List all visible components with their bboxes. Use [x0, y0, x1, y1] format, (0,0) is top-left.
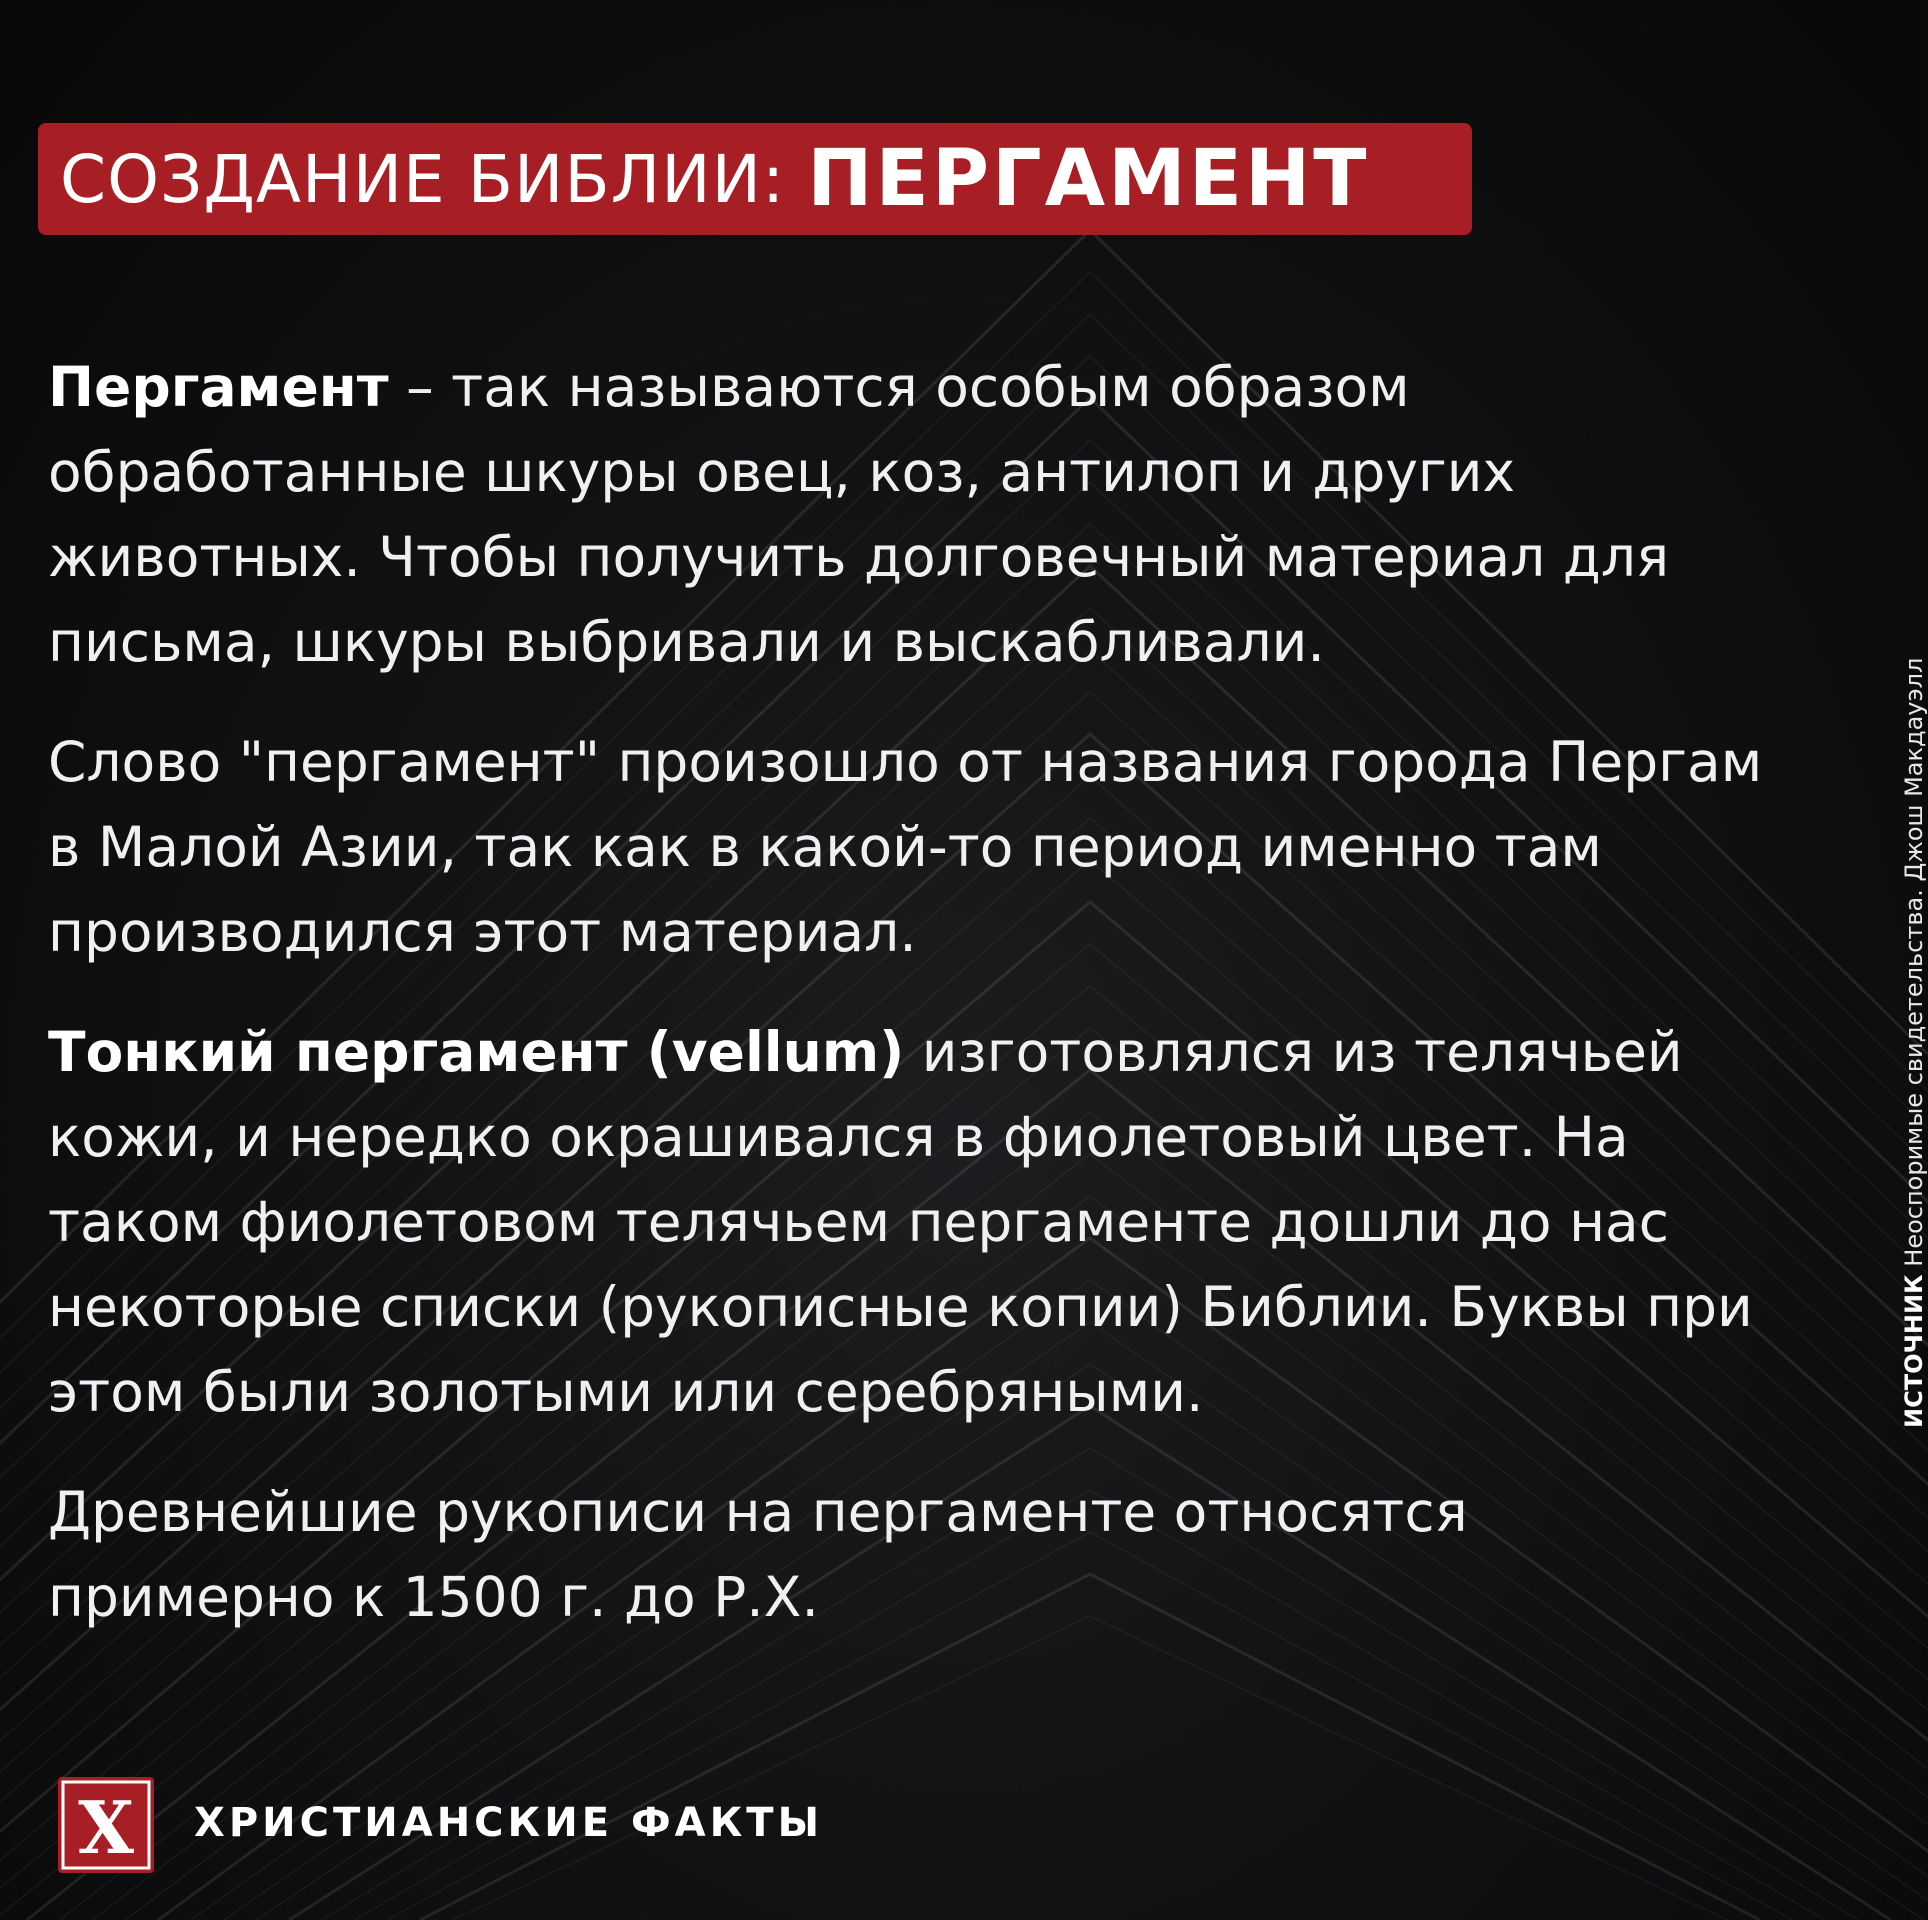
paragraph-text: – так называются особым образом обработанные шкуры овец, коз, антилоп и других животных. Чтобы получить долговечный материал для письма, шкуры выбривали и выскабливали. [48, 355, 1670, 674]
title-prefix: СОЗДАНИЕ БИБЛИИ: [60, 140, 786, 218]
title-banner [38, 123, 1472, 235]
paragraph-text: Слово "пергамент" произошло от названия города Пергам в Малой Азии, так как в какой-то период именно там производился этот материал. [48, 730, 1763, 964]
source-text: Неоспоримые свидетельства. Джош Макдауэлл [1900, 657, 1928, 1275]
paragraph-ancient-manuscripts [48, 1470, 1768, 1640]
paragraph-lead: Пергамент [48, 355, 389, 419]
title-emphasis: ПЕРГАМЕНТ [807, 134, 1370, 224]
x-logo-icon [58, 1777, 154, 1873]
source-credit [1900, 658, 1928, 1428]
source-label: ИСТОЧНИК [1900, 1274, 1928, 1428]
article-body [48, 345, 1768, 1675]
svg-text:X: X [78, 1785, 134, 1870]
paragraph-etymology [48, 720, 1768, 975]
paragraph-vellum [48, 1010, 1768, 1435]
paragraph-lead: Тонкий пергамент (vellum) [48, 1020, 905, 1084]
paragraph-text: Древнейшие рукописи на пергаменте относятся примерно к 1500 г. до Р.Х. [48, 1480, 1468, 1629]
brand-name: ХРИСТИАНСКИЕ ФАКТЫ [194, 1800, 824, 1846]
paragraph-definition [48, 345, 1768, 685]
paragraph-text: изготовлялся из телячьей кожи, и нередко окрашивался в фиолетовый цвет. На таком фиолетовом телячьем пергаменте дошли до нас некоторые списки (рукописные копии) Библии. Буквы при этом были золотыми или серебряными. [48, 1020, 1753, 1424]
